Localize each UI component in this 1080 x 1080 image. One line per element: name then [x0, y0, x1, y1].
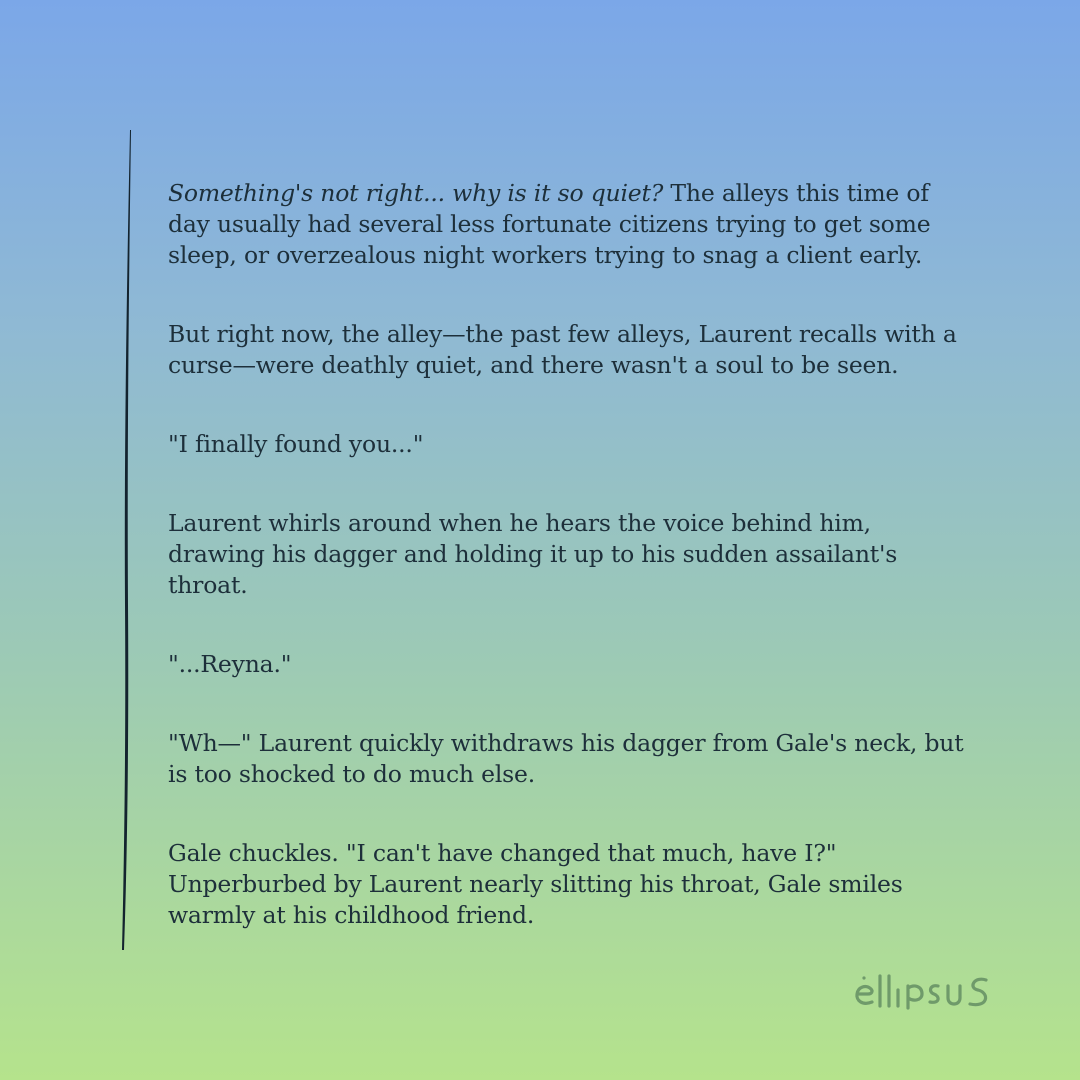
paragraph-6: "Wh—" Laurent quickly withdraws his dagger from Gale's neck, but is too shocked to do much else. — [168, 729, 964, 788]
brush-stroke-divider — [112, 125, 142, 955]
paragraph-2: But right now, the alley—the past few alleys, Laurent recalls with a curse—were deathly quiet, and there wasn't a soul to be seen. — [168, 320, 957, 379]
paragraph-7: Gale chuckles. "I can't have changed that much, have I?" Unperburbed by Laurent nearly slitting his throat, Gale smiles warmly at his childhood friend. — [168, 839, 903, 929]
paragraph-1 — [168, 178, 968, 271]
inner-thought: Something's not right... why is it so quiet? — [168, 179, 664, 207]
paragraph-4: Laurent whirls around when he hears the voice behind him, drawing his dagger and holding it up to his sudden assailant's throat. — [168, 509, 898, 599]
paragraph-5: "...Reyna." — [168, 650, 292, 678]
story-text — [168, 178, 968, 931]
paragraph-1-text: The alleys this time of day usually had several less fortunate citizens trying to get some sleep, or overzealous night workers trying to snag a client early. — [168, 179, 931, 269]
paragraph-3: "I finally found you..." — [168, 430, 424, 458]
ellipsus-logo-icon — [852, 968, 1004, 1016]
